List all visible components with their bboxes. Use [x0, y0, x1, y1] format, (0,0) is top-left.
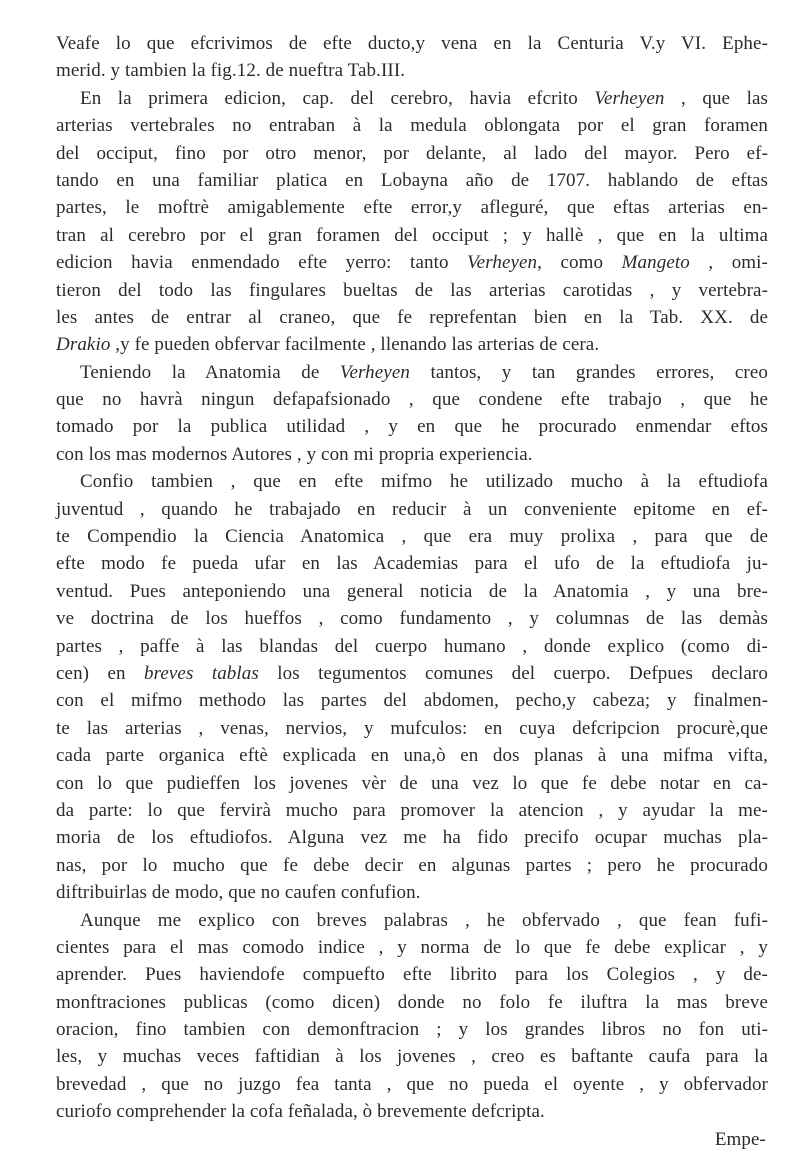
text-line	[56, 413, 768, 440]
text-segment: , que las	[664, 87, 768, 109]
text-segment: Confio tambien , que en efte mifmo he utilizado mucho à la eftudiofa	[80, 471, 768, 493]
text-segment: En la primera edicion, cap. del cerebro, havia efcrito	[80, 87, 595, 109]
italic-name: Verheyen	[594, 87, 665, 109]
text-line	[56, 57, 768, 84]
text-line	[56, 496, 768, 523]
text-line	[56, 30, 768, 57]
text-line	[56, 140, 768, 167]
text-segment: con lo que pudieffen los jovenes vèr de una vez lo que fe debe notar en ca-	[56, 772, 768, 794]
text-line	[56, 331, 768, 358]
text-segment: tantos, y tan grandes errores, creo	[409, 361, 768, 383]
text-line	[56, 1098, 768, 1125]
italic-name: Verheyen	[339, 361, 410, 383]
text-segment: arterias vertebrales no entraban à la medula oblongata por el gran foramen	[56, 115, 768, 137]
italic-name: Mangeto	[621, 252, 690, 274]
italic-name: Drakio	[56, 334, 111, 356]
text-line	[56, 468, 768, 495]
text-segment: brevedad , que no juzgo fea tanta , que no pueda el oyente , y obfervador	[56, 1073, 768, 1095]
text-segment: les antes de entrar al craneo, que fe reprefentan bien en la Tab. XX. de	[56, 306, 768, 328]
text-line	[56, 441, 768, 468]
text-segment: cientes para el mas comodo indice , y norma de lo que fe debe explicar , y	[56, 936, 768, 958]
text-segment: te las arterias , venas, nervios, y mufculos: en cuya defcripcion procurè,que	[56, 717, 768, 739]
text-segment: Teniendo la Anatomia de	[80, 361, 340, 383]
text-segment: tieron del todo las fingulares bueltas de las arterias carotidas , y vertebra-	[56, 279, 768, 301]
catchword: Empe-	[714, 1128, 766, 1150]
text-segment: les, y muchas veces faftidian à los jovenes , creo es baftante caufa para la	[56, 1046, 768, 1068]
text-segment: diftribuirlas de modo, que no caufen confufion.	[56, 882, 421, 904]
text-segment: monftraciones publicas (como dicen) donde no folo fe iluftra la mas breve	[56, 991, 768, 1013]
text-line	[56, 605, 768, 632]
text-segment: con los mas modernos Autores , y con mi propria experiencia.	[56, 443, 533, 465]
text-segment: curiofo comprehender la cofa feñalada, ò brevemente defcripta.	[56, 1101, 545, 1123]
text-segment: merid. y tambien la fig.12. de nueftra Tab.III.	[56, 60, 406, 82]
text-segment: tran al cerebro por el gran foramen del occiput ; y hallè , que en la ultima	[56, 224, 768, 246]
text-segment: cen) en	[56, 662, 144, 684]
text-segment: Veafe lo que efcrivimos de efte ducto,y vena en la Centuria V.y VI. Ephe-	[56, 33, 768, 54]
text-line	[56, 167, 768, 194]
text-segment: tomado por la publica utilidad , y en que he procurado enmendar eftos	[56, 416, 768, 438]
text-segment: que no havrà ningun defapafsionado , que condene efte trabajo , que he	[56, 389, 768, 411]
text-line	[56, 797, 768, 824]
text-segment: moria de los eftudiofos. Alguna vez me ha fido precifo ocupar muchas pla-	[56, 827, 768, 849]
text-line	[56, 304, 768, 331]
text-segment: ve doctrina de los hueffos , como fundamento , y columnas de las demàs	[56, 608, 768, 630]
text-line	[56, 85, 768, 112]
text-segment: juventud , quando he trabajado en reducir à un conveniente epitome en ef-	[56, 498, 768, 520]
text-segment: edicion havia enmendado efte yerro: tanto	[56, 252, 468, 274]
text-line	[56, 961, 768, 988]
text-line	[56, 770, 768, 797]
text-line	[56, 1043, 768, 1070]
text-segment: Aunque me explico con breves palabras , he obfervado , que fean fufi-	[80, 909, 768, 931]
text-segment: ventud. Pues anteponiendo una general noticia de la Anatomia , y una bre-	[56, 580, 768, 602]
text-line	[56, 907, 768, 934]
text-line	[56, 715, 768, 742]
text-segment: nas, por lo mucho que fe debe decir en algunas partes ; pero he procurado	[56, 854, 768, 876]
text-line	[56, 386, 768, 413]
document-page	[56, 30, 768, 1153]
text-line	[56, 550, 768, 577]
text-segment: con el mifmo methodo las partes del abdomen, pecho,y cabeza; y finalmen-	[56, 690, 768, 712]
text-line	[56, 249, 768, 276]
text-line	[56, 852, 768, 879]
text-line	[56, 687, 768, 714]
text-segment: los tegumentos comunes del cuerpo. Defpues declaro	[258, 662, 769, 684]
text-line	[56, 523, 768, 550]
text-segment: partes, le moftrè amigablemente efte error,y afleguré, que eftas arterias en-	[56, 197, 768, 219]
text-segment: te Compendio la Ciencia Anatomica , que era muy prolixa , para que de	[56, 526, 768, 548]
text-line	[56, 578, 768, 605]
text-segment: del occiput, fino por otro menor, por delante, al lado del mayor. Pero ef-	[56, 142, 768, 164]
text-line	[56, 112, 768, 139]
text-line	[56, 633, 768, 660]
text-segment: partes , paffe à las blandas del cuerpo humano , donde explico (como di-	[56, 635, 768, 657]
text-line	[56, 1016, 768, 1043]
text-segment: da parte: lo que fervirà mucho para promover la atencion , y ayudar la me-	[56, 799, 768, 821]
text-body	[56, 30, 768, 1126]
italic-name: breves tablas	[143, 662, 259, 684]
text-line	[56, 277, 768, 304]
text-line	[56, 824, 768, 851]
text-segment: tando en una familiar platica en Lobayna año de 1707. hablando de eftas	[56, 169, 768, 191]
text-line	[56, 194, 768, 221]
text-line	[56, 934, 768, 961]
text-line	[56, 660, 768, 687]
text-segment: aprender. Pues haviendofe compuefto efte librito para los Colegios , y de-	[56, 964, 768, 986]
text-segment: oracion, fino tambien con demonftracion ; y los grandes libros no fon uti-	[56, 1019, 768, 1041]
text-segment: efte modo fe pueda ufar en las Academias para el ufo de la eftudiofa ju-	[56, 553, 768, 575]
text-line	[56, 742, 768, 769]
text-segment: , omi-	[689, 252, 768, 274]
text-line	[56, 879, 768, 906]
text-line	[56, 222, 768, 249]
text-segment: ,y fe pueden obfervar facilmente , llenando las arterias de cera.	[110, 334, 600, 356]
text-segment: , como	[537, 252, 622, 274]
text-line	[56, 1071, 768, 1098]
text-segment: cada parte organica eftè explicada en una,ò en dos planas à una mifma vifta,	[56, 745, 768, 767]
text-line	[56, 359, 768, 386]
italic-name: Verheyen	[467, 252, 538, 274]
text-line	[56, 989, 768, 1016]
